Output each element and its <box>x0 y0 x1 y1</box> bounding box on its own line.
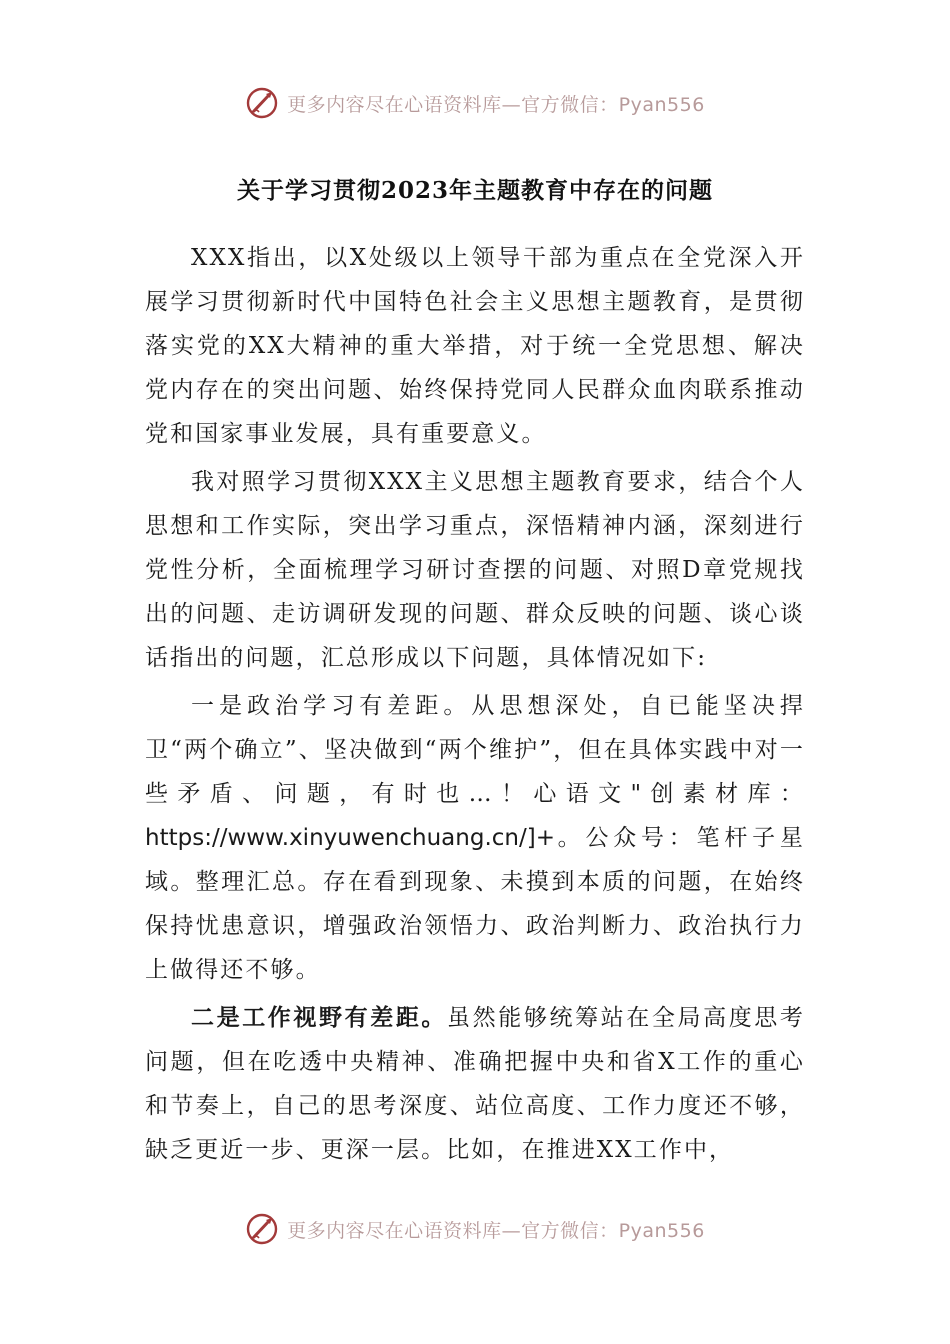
paragraph-political-study <box>145 684 805 992</box>
document-body <box>145 236 805 1176</box>
pen-logo-icon <box>245 1212 279 1246</box>
watermark-label: 更多内容尽在心语资料库—官方微信： <box>287 1219 619 1242</box>
footer-watermark <box>0 1212 950 1246</box>
paragraph-political-study-b: 。公众号：笔杆子星域。整理汇总。存在看到现象、未摸到本质的问题，在始终保持忧患意识，增强政治领悟力、政治判断力、政治执行力上做得还不够。 <box>145 825 805 983</box>
paragraph-political-study-a: 一是政治学习有差距。从思想深处，自已能坚决捍卫“两个确立”、坚决做到“两个维护”，但在具体实践中对一些矛盾、问题，有时也…！心语文"创素材库： <box>145 693 805 807</box>
header-watermark <box>0 86 950 120</box>
source-url: https://www.xinyuwenchuang.cn/]+ <box>145 825 555 851</box>
pen-logo-icon <box>245 86 279 120</box>
watermark-text <box>287 90 705 117</box>
watermark-handle: Pyan556 <box>618 1219 705 1242</box>
paragraph-work-vision <box>145 996 805 1172</box>
document-title: 关于学习贯彻2023年主题教育中存在的问题 <box>236 177 713 204</box>
paragraph-work-vision-rest: 虽然能够统筹站在全局高度思考问题，但在吃透中央精神、准确把握中央和省X工作的重心和节奏上，自己的思考深度、站位高度、工作力度还不够，缺乏更近一步、更深一层。比如，在推进XX工作中， <box>145 1005 805 1163</box>
watermark-label: 更多内容尽在心语资料库—官方微信： <box>287 93 619 116</box>
paragraph-intro: XXX指出，以X处级以上领导干部为重点在全党深入开展学习贯彻新时代中国特色社会主义思想主题教育，是贯彻落实党的XX大精神的重大举措，对于统一全党思想、解决党内存在的突出问题、始终保持党同人民群众血肉联系推动党和国家事业发展，具有重要意义。 <box>145 245 805 447</box>
paragraph-work-vision-lead: 二是工作视野有差距。 <box>191 1004 448 1031</box>
watermark-text <box>287 1216 705 1243</box>
paragraph-self-review: 我对照学习贯彻XXX主义思想主题教育要求，结合个人思想和工作实际，突出学习重点，深悟精神内涵，深刻进行党性分析，全面梳理学习研讨查摆的问题、对照D章党规找出的问题、走访调研发现的问题、群众反映的问题、谈心谈话指出的问题，汇总形成以下问题，具体情况如下: <box>145 469 805 671</box>
watermark-handle: Pyan556 <box>618 93 705 116</box>
